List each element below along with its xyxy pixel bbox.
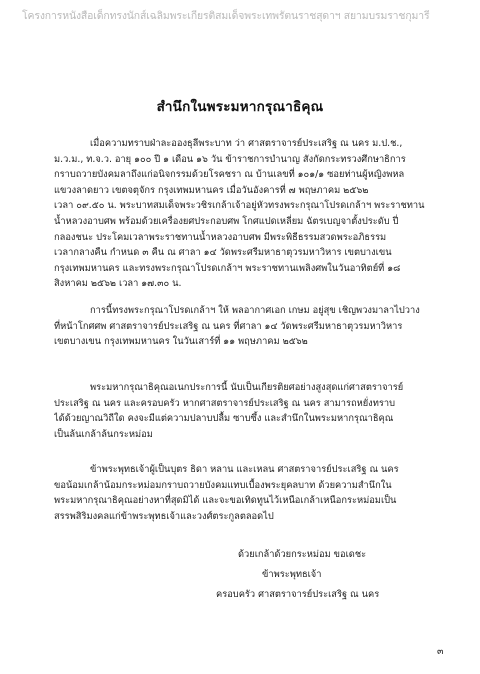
running-header: โครงการหนังสือเด็กทรงนักส์เฉลิมพระเกียรติสมเด็จพระเทพรัตนราชสุดาฯ สยามบรมราชกุมารี bbox=[22, 10, 430, 22]
paragraph-line: เวลากลางคืน กำหนด ๓ คืน ณ ศาลา ๑๔ วัดพระศรีมหาธาตุวรมหาวิหาร เขตบางเขน bbox=[54, 247, 392, 259]
document-title: สำนึกในพระมหากรุณาธิคุณ bbox=[156, 99, 324, 115]
paragraph-gratitude bbox=[54, 380, 436, 442]
paragraph-announcement bbox=[54, 136, 436, 292]
paragraph-line: พระมหากรุณาธิคุณอเนกประการนี้ นับเป็นเกียรติยศอย่างสูงสุดแก่ศาสตราจารย์ bbox=[90, 382, 404, 393]
signature-title: ข้าพระพุทธเจ้า bbox=[262, 569, 322, 580]
paragraph-line: ข้าพระพุทธเจ้าผู้เป็นบุตร ธิดา หลาน และเหลน ศาสตราจารย์ประเสริฐ ณ นคร bbox=[90, 464, 399, 475]
paragraph-line: เวลา ๐๙.๕๐ น. พระบาทสมเด็จพระวชิรเกล้าเจ้าอยู่หัวทรงพระกรุณาโปรดเกล้าฯ พระราชทาน bbox=[54, 200, 425, 212]
paragraph-line: กราบถวายบังคมลาถึงแก่อนิจกรรมด้วยโรคชรา ณ บ้านเลขที่ ๑๐๑/๑ ซอยท่านผู้หญิงพหล bbox=[54, 169, 405, 181]
paragraph-line: สรรพสิริมงคลแก่ข้าพระพุทธเจ้าและวงศ์ตระกูลตลอดไป bbox=[54, 510, 274, 522]
paragraph-line: น้ำหลวงอาบศพ พร้อมด้วยเครื่องยศประกอบศพ โกศแปดเหลี่ยม ฉัตรเบญจาตั้งประดับ ปี่ bbox=[54, 215, 399, 227]
paragraph-line: ขอน้อมเกล้าน้อมกระหม่อมกราบถวายบังคมแทบเบื้องพระยุคลบาท ด้วยความสำนึกใน bbox=[54, 479, 392, 491]
paragraph-line: กลองชนะ ประโคมเวลาพระราชทานน้ำหลวงอาบศพ มีพระพิธีธรรมสวดพระอภิธรรม bbox=[54, 231, 387, 243]
signature-block bbox=[0, 545, 480, 605]
paragraph-line: ที่หน้าโกศศพ ศาสตราจารย์ประเสริฐ ณ นคร ที่ศาลา ๑๔ วัดพระศรีมหาธาตุวรมหาวิหาร bbox=[54, 320, 403, 332]
paragraph-line: เป็นล้นเกล้าล้นกระหม่อม bbox=[54, 428, 153, 440]
paragraph-line: ม.ว.ม., ท.จ.ว. อายุ ๑๐๐ ปี ๑ เดือน ๑๖ วัน ข้าราชการบำนาญ สังกัดกระทรวงศึกษาธิการ bbox=[54, 153, 406, 165]
paragraph-line: กรุงเทพมหานคร และทรงพระกรุณาโปรดเกล้าฯ พระราชทานเพลิงศพในวันอาทิตย์ที่ ๑๘ bbox=[54, 262, 401, 274]
signature-closing: ด้วยเกล้าด้วยกระหม่อม ขอเดชะ bbox=[238, 549, 367, 560]
paragraph-wreath bbox=[54, 303, 436, 350]
paragraph-line: สิงหาคม ๒๕๖๒ เวลา ๑๗.๓๐ น. bbox=[54, 278, 182, 290]
page-number: ๓ bbox=[437, 646, 444, 657]
paragraph-line: เขตบางเขน กรุงเทพมหานคร ในวันเสาร์ที่ ๑๑ พฤษภาคม ๒๕๖๒ bbox=[54, 336, 308, 348]
paragraph-line: เมื่อความทราบฝ่าละอองธุลีพระบาท ว่า ศาสตราจารย์ประเสริฐ ณ นคร ม.ป.ช., bbox=[90, 138, 403, 149]
paragraph-family bbox=[54, 462, 436, 524]
paragraph-line: ได้ด้วยญาณวิถีใด คงจะมีแต่ความปลาบปลื้ม ซาบซึ้ง และสำนึกในพระมหากรุณาธิคุณ bbox=[54, 413, 394, 425]
signature-name: ครอบครัว ศาสตราจารย์ประเสริฐ ณ นคร bbox=[216, 589, 380, 600]
paragraph-line: ประเสริฐ ณ นคร และครอบครัว หากศาสตราจารย์ประเสริฐ ณ นคร สามารถหยั่งทราบ bbox=[54, 397, 395, 409]
paragraph-line: การนี้ทรงพระกรุณาโปรดเกล้าฯ ให้ พลอากาศเอก เกษม อยู่สุข เชิญพวงมาลาไปวาง bbox=[90, 305, 420, 316]
paragraph-line: พระมหากรุณาธิคุณอย่างหาที่สุดมิได้ และจะขอเทิดทูนไว้เหนือเกล้าเหนือกระหม่อมเป็น bbox=[54, 495, 397, 507]
paragraph-line: แขวงลาดยาว เขตจตุจักร กรุงเทพมหานคร เมื่อวันอังคารที่ ๗ พฤษภาคม ๒๕๖๒ bbox=[54, 184, 369, 196]
